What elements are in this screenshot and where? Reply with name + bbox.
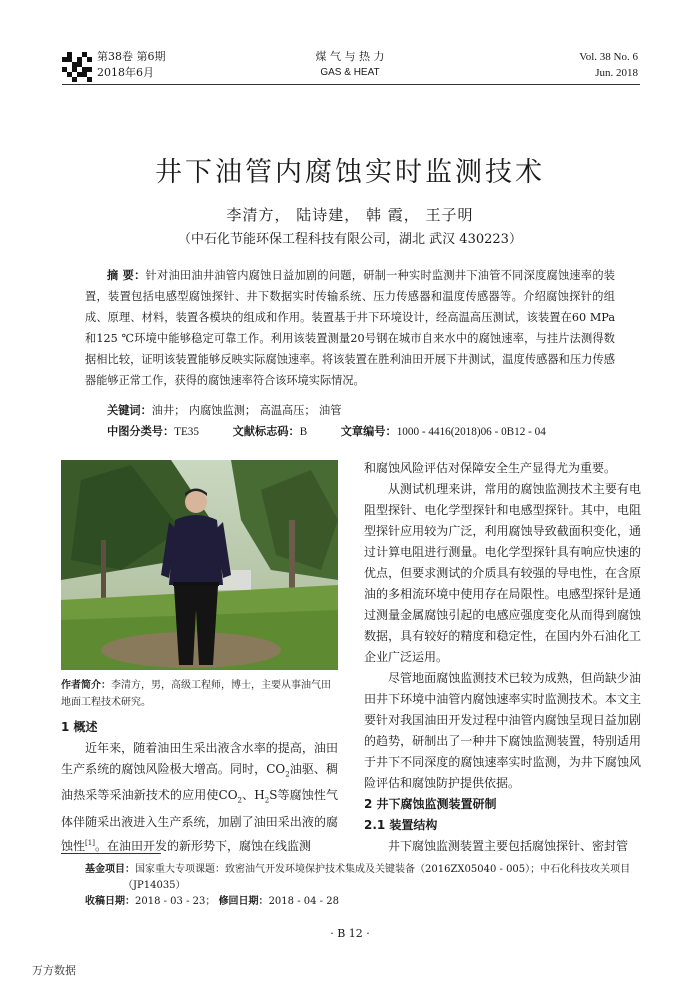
left-column [61,717,338,857]
author-photo-image [61,460,338,670]
received-date: 2018 - 03 - 23； [135,896,216,907]
subscript: 2 [285,770,290,779]
section-2-heading: 2 井下腐蚀监测装置研制 [364,797,497,811]
article-id-label: 文章编号： [340,425,397,438]
text-run: 。在油田开发的新形势下，腐蚀在线监测 [94,838,311,853]
text-run: S等腐蚀性气体伴随采出液进入生产系统，加剧了油田采出液的腐蚀性 [61,788,338,853]
date-en: Jun. 2018 [595,67,638,79]
volume-en: Vol. 38 No. 6 [579,51,638,63]
citation-ref: [1] [85,838,95,847]
volume-cn: 第38卷 第6期 [97,50,166,63]
revised-label: 修回日期： [218,896,269,907]
text-run: 油驱、稠油热采等采油新技术的应用使CO [61,762,338,803]
doc-code-label: 文献标志码： [232,425,300,438]
caption-text: 李清方，男，高级工程师，博士，主要从事油气田地面工程技术研究。 [61,680,331,708]
page-number: · B 12 · [330,927,370,940]
footnote [85,862,645,910]
funding-line-continued: （JP14035） [123,880,186,891]
author-photo [61,460,338,670]
funding-text: 国家重大专项课题：致密油气开发环境保护技术集成及关键装备（2016ZX05040 - 005）；中石化科技攻关项目 [135,864,631,875]
dates-line [85,894,645,910]
date-cn: 2018年6月 [97,66,154,79]
header-divider [62,84,640,85]
author-list: 李清方， 陆诗建， 韩 霞， 王子明 [226,206,474,224]
text-run: 、H [242,788,265,803]
subscript: 2 [264,796,270,805]
keywords-label: 关键词： [107,404,152,417]
received-label: 收稿日期： [85,896,135,907]
text-run: 近年来，随着油田生采出液含水率的提高，油田生产系统的腐蚀风险极大增高。同时，CO [61,741,338,776]
header-right [579,49,638,81]
paragraph-continued: 和腐蚀风险评估对保障安全生产显得尤为重要。 [364,461,617,475]
funding-label: 基金项目： [85,864,135,875]
section-1-heading: 1 概述 [61,720,98,734]
keywords-text: 油井； 内腐蚀监测； 高温高压； 油管 [151,404,342,417]
classification-line [107,423,576,439]
paragraph-monitoring-techniques: 从测试机理来讲，常用的腐蚀监测技术主要有电阻型探针、电化学型探针和电感型探针。其中，电阻型探针应用较为广泛，利用腐蚀导致截面积变化，通过计算电阻进行测量。电化学型探针具有响应快速的优点，但要求测试的介质具有较强的导电性，在含原油的多相流环境中使用存在局限性。电感型探针是通过测量金属腐蚀引起的电感应强度变化从而得到腐蚀数据，具有较好的精度和稳定性，在国内外石油化工企业广泛运用。 [364,482,641,664]
funding-line [85,862,645,878]
watermark: 万方数据 [32,964,76,977]
subscript: 2 [237,796,243,805]
section-1-paragraph [61,738,338,857]
caption-label: 作者简介： [61,680,111,691]
clc-label: 中图分类号： [107,425,175,438]
abstract-label: 摘 要： [107,269,146,282]
keywords [107,402,341,418]
journal-name-en: GAS & HEAT [320,67,380,78]
article-id-value: 1000 - 4416(2018)06 - 0B12 - 04 [396,426,546,438]
page-title: 井下油管内腐蚀实时监测技术 [155,157,545,188]
abstract [85,265,615,391]
paragraph-motivation: 尽管地面腐蚀监测技术已较为成熟，但尚缺少油田井下环境中油管内腐蚀速率实时监测技术。本文主要针对我国油田开发过程中油管内腐蚀呈现日益加剧的趋势，研制出了一种井下腐蚀监测装置，特别适用于井下不同深度的腐蚀速率实时监测，为井下腐蚀风险评估和腐蚀防护提供依据。 [364,671,641,790]
photo-caption [61,677,338,711]
abstract-text: 针对油田油井油管内腐蚀日益加剧的问题，研制一种实时监测井下油管不同深度腐蚀速率的装置，装置包括电感型腐蚀探针、井下数据实时传输系统、压力传感器和温度传感器等。介绍腐蚀探针的组成、原理、材料，装置各模块的组成和作用。装置基于井下环境设计，经高温高压测试，该装置在60 MPa和125 ℃环境中能够稳定可靠工作。利用该装置测量20号钢在城市自来水中的腐蚀速率，与挂片法测得数据相比较，证明该装置能够反映实际腐蚀速率。将该装置在胜利油田开展下井测试，温度传感器和压力传感器能够正常工作，获得的腐蚀速率符合该环境实际情况。 [85,269,615,387]
doc-code-value: B [299,426,308,438]
section-2-1-heading: 2.1 装置结构 [364,818,438,832]
footnote-divider [61,853,161,854]
right-column [364,458,641,857]
clc-value: TE35 [174,426,199,438]
journal-name-cn: 煤 气 与 热 力 [315,50,385,63]
affiliation: （中石化节能环保工程科技有限公司，湖北 武汉 430223） [178,232,522,247]
paragraph-structure: 井下腐蚀监测装置主要包括腐蚀探针、密封管 [388,839,629,853]
revised-date: 2018 - 04 - 28 [268,896,339,907]
